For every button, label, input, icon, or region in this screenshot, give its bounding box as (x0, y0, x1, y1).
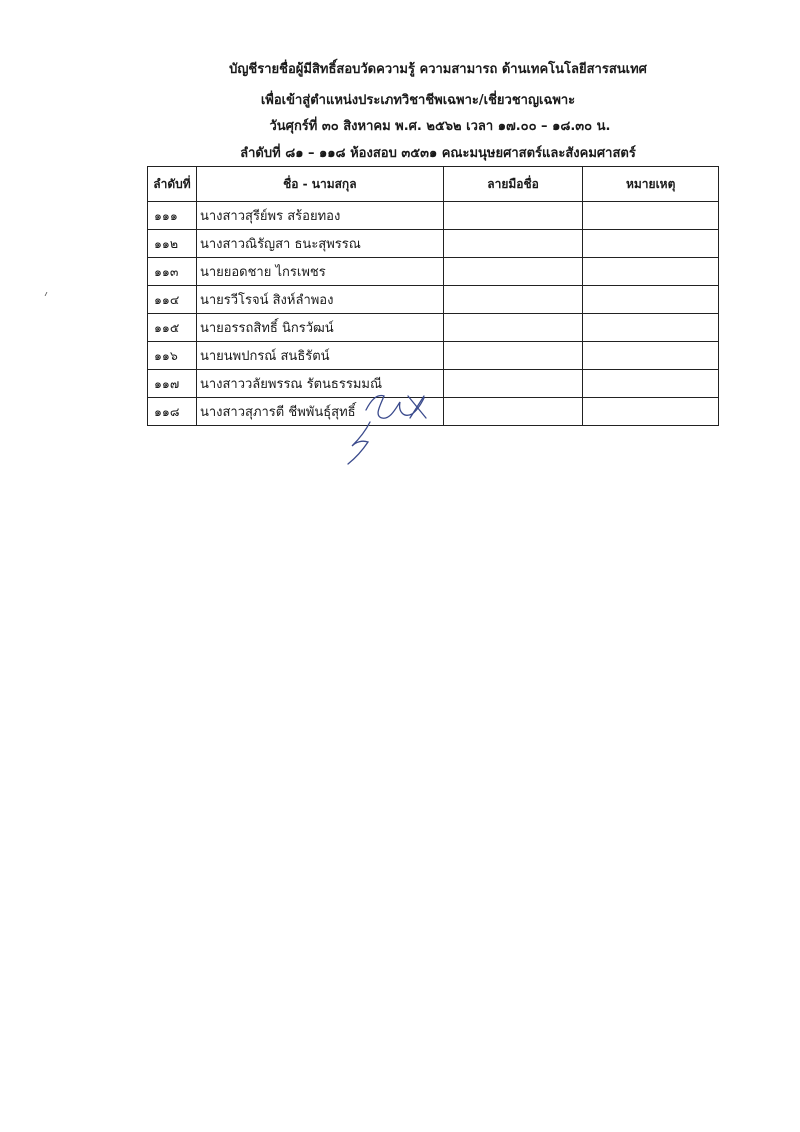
row-seq: ๑๑๘ (148, 398, 197, 426)
row-seq: ๑๑๒ (148, 230, 197, 258)
row-signature-cell[interactable] (443, 342, 583, 370)
row-signature-cell[interactable] (443, 230, 583, 258)
row-signature-cell[interactable] (443, 258, 583, 286)
row-signature-cell[interactable] (443, 286, 583, 314)
scan-speck (44, 292, 48, 296)
row-signature-cell[interactable] (443, 370, 583, 398)
exam-date-time: วันศุกร์ที่ ๓๐ สิงหาคม พ.ศ. ๒๕๖๒ เวลา ๑๗.๐๐ – ๑๘.๓๐ น. (269, 119, 611, 134)
header-seq: ลำดับที่ (148, 167, 197, 202)
row-seq: ๑๑๓ (148, 258, 197, 286)
row-note-cell[interactable] (583, 342, 719, 370)
header-signature: ลายมือชื่อ (443, 167, 583, 202)
row-name: นายยอดชาย ไกรเพชร (196, 258, 443, 286)
row-name: นางสาวสุรีย์พร สร้อยทอง (196, 202, 443, 230)
row-name: นางสาวสุภารตี ชีพพันธุ์สุทธิ์ (196, 398, 443, 426)
row-signature-cell[interactable] (443, 202, 583, 230)
row-note-cell[interactable] (583, 398, 719, 426)
row-note-cell[interactable] (583, 230, 719, 258)
row-seq: ๑๑๗ (148, 370, 197, 398)
row-note-cell[interactable] (583, 314, 719, 342)
table-row (148, 230, 719, 258)
row-name: นายรวีโรจน์ สิงห์ลำพอง (196, 286, 443, 314)
row-note-cell[interactable] (583, 258, 719, 286)
row-name: นางสาววลัยพรรณ รัตนธรรมมณี (196, 370, 443, 398)
header-note: หมายเหตุ (583, 167, 719, 202)
handwritten-signature (338, 388, 438, 468)
document-subtitle: เพื่อเข้าสู่ตำแหน่งประเภทวิชาชีพเฉพาะ/เชี่ยวชาญเฉพาะ (260, 93, 576, 108)
table-row (148, 286, 719, 314)
attendance-table (147, 166, 719, 426)
table-header-row (148, 167, 719, 202)
table-row (148, 258, 719, 286)
row-signature-cell[interactable] (443, 398, 583, 426)
row-seq: ๑๑๔ (148, 286, 197, 314)
row-note-cell[interactable] (583, 370, 719, 398)
row-seq: ๑๑๕ (148, 314, 197, 342)
document-title: บัญชีรายชื่อผู้มีสิทธิ์สอบวัดความรู้ ความสามารถ ด้านเทคโนโลยีสารสนเทศ (229, 62, 647, 77)
row-note-cell[interactable] (583, 202, 719, 230)
row-seq: ๑๑๖ (148, 342, 197, 370)
row-name: นายอรรถสิทธิ์ นิกรวัฒน์ (196, 314, 443, 342)
table-row (148, 314, 719, 342)
row-note-cell[interactable] (583, 286, 719, 314)
exam-room-info: ลำดับที่ ๘๑ – ๑๑๘ ห้องสอบ ๓๕๓๑ คณะมนุษยศาสตร์และสังคมศาสตร์ (240, 146, 636, 161)
row-seq: ๑๑๑ (148, 202, 197, 230)
row-name: นางสาวณิรัญสา ธนะสุพรรณ (196, 230, 443, 258)
table-row (148, 342, 719, 370)
header-name: ชื่อ - นามสกุล (196, 167, 443, 202)
table-row (148, 202, 719, 230)
row-name: นายนพปกรณ์ สนธิรัตน์ (196, 342, 443, 370)
row-signature-cell[interactable] (443, 314, 583, 342)
